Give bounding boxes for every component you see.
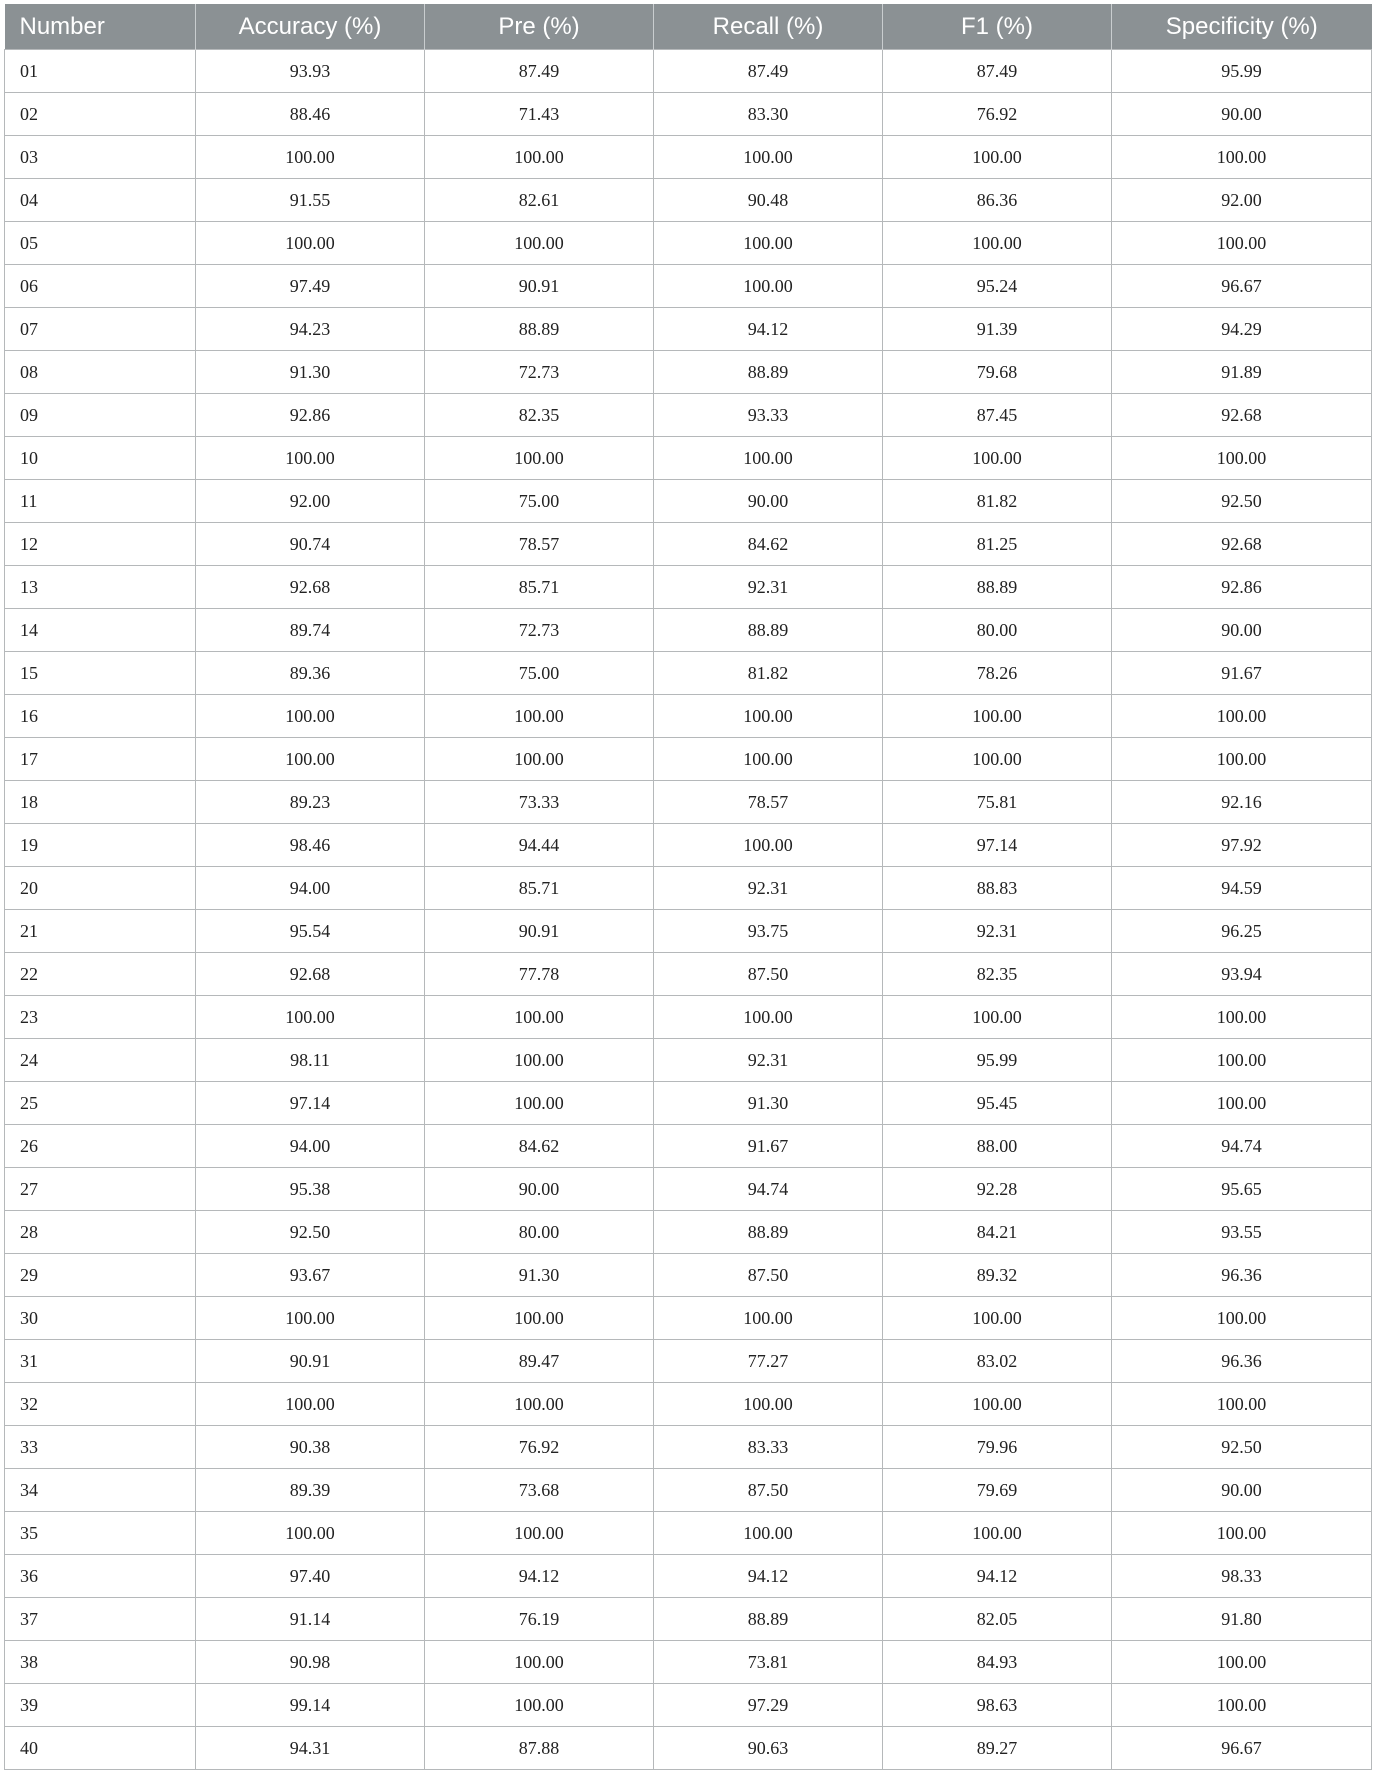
cell-f1: 100.00 — [883, 996, 1112, 1039]
cell-number: 40 — [5, 1727, 196, 1770]
cell-precision: 100.00 — [425, 437, 654, 480]
cell-f1: 87.45 — [883, 394, 1112, 437]
cell-f1: 82.35 — [883, 953, 1112, 996]
cell-specificity: 91.80 — [1112, 1598, 1372, 1641]
cell-recall: 93.33 — [654, 394, 883, 437]
cell-f1: 79.96 — [883, 1426, 1112, 1469]
table-row — [5, 1297, 1372, 1340]
table-row — [5, 867, 1372, 910]
cell-precision: 90.91 — [425, 910, 654, 953]
cell-precision: 72.73 — [425, 609, 654, 652]
cell-number: 13 — [5, 566, 196, 609]
cell-number: 36 — [5, 1555, 196, 1598]
cell-precision: 75.00 — [425, 652, 654, 695]
cell-recall: 100.00 — [654, 996, 883, 1039]
cell-f1: 81.82 — [883, 480, 1112, 523]
header-row — [5, 4, 1372, 50]
table-row — [5, 824, 1372, 867]
cell-f1: 100.00 — [883, 222, 1112, 265]
column-header-precision: Pre (%) — [425, 4, 654, 50]
cell-specificity: 100.00 — [1112, 1039, 1372, 1082]
cell-number: 26 — [5, 1125, 196, 1168]
cell-recall: 87.50 — [654, 953, 883, 996]
cell-f1: 95.99 — [883, 1039, 1112, 1082]
cell-accuracy: 100.00 — [196, 1297, 425, 1340]
table-row — [5, 1340, 1372, 1383]
column-header-specificity: Specificity (%) — [1112, 4, 1372, 50]
cell-precision: 85.71 — [425, 867, 654, 910]
cell-precision: 100.00 — [425, 136, 654, 179]
cell-specificity: 92.00 — [1112, 179, 1372, 222]
column-header-f1: F1 (%) — [883, 4, 1112, 50]
cell-specificity: 93.55 — [1112, 1211, 1372, 1254]
cell-precision: 84.62 — [425, 1125, 654, 1168]
cell-accuracy: 88.46 — [196, 93, 425, 136]
cell-f1: 100.00 — [883, 1297, 1112, 1340]
cell-number: 24 — [5, 1039, 196, 1082]
cell-accuracy: 94.31 — [196, 1727, 425, 1770]
cell-specificity: 100.00 — [1112, 136, 1372, 179]
cell-specificity: 92.68 — [1112, 523, 1372, 566]
cell-specificity: 94.59 — [1112, 867, 1372, 910]
cell-accuracy: 92.50 — [196, 1211, 425, 1254]
table-row — [5, 609, 1372, 652]
cell-recall: 77.27 — [654, 1340, 883, 1383]
cell-specificity: 95.99 — [1112, 50, 1372, 93]
cell-recall: 87.50 — [654, 1254, 883, 1297]
column-header-number: Number — [5, 4, 196, 50]
cell-accuracy: 99.14 — [196, 1684, 425, 1727]
cell-accuracy: 91.14 — [196, 1598, 425, 1641]
cell-number: 15 — [5, 652, 196, 695]
metrics-table — [4, 4, 1372, 1770]
cell-recall: 87.49 — [654, 50, 883, 93]
cell-f1: 86.36 — [883, 179, 1112, 222]
cell-specificity: 96.36 — [1112, 1340, 1372, 1383]
cell-number: 05 — [5, 222, 196, 265]
cell-precision: 73.68 — [425, 1469, 654, 1512]
table-row — [5, 781, 1372, 824]
cell-recall: 100.00 — [654, 437, 883, 480]
cell-f1: 89.27 — [883, 1727, 1112, 1770]
cell-specificity: 100.00 — [1112, 1641, 1372, 1684]
cell-specificity: 92.68 — [1112, 394, 1372, 437]
cell-accuracy: 100.00 — [196, 738, 425, 781]
cell-f1: 100.00 — [883, 136, 1112, 179]
table-row — [5, 953, 1372, 996]
cell-f1: 84.21 — [883, 1211, 1112, 1254]
cell-accuracy: 100.00 — [196, 996, 425, 1039]
table-row — [5, 996, 1372, 1039]
cell-recall: 87.50 — [654, 1469, 883, 1512]
cell-f1: 92.28 — [883, 1168, 1112, 1211]
cell-accuracy: 89.36 — [196, 652, 425, 695]
cell-precision: 78.57 — [425, 523, 654, 566]
cell-specificity: 90.00 — [1112, 609, 1372, 652]
table-row — [5, 1426, 1372, 1469]
cell-precision: 71.43 — [425, 93, 654, 136]
cell-specificity: 100.00 — [1112, 1512, 1372, 1555]
cell-specificity: 100.00 — [1112, 1684, 1372, 1727]
table-row — [5, 695, 1372, 738]
cell-recall: 100.00 — [654, 738, 883, 781]
cell-f1: 98.63 — [883, 1684, 1112, 1727]
table-row — [5, 523, 1372, 566]
cell-specificity: 93.94 — [1112, 953, 1372, 996]
cell-accuracy: 100.00 — [196, 222, 425, 265]
cell-accuracy: 89.23 — [196, 781, 425, 824]
column-header-recall: Recall (%) — [654, 4, 883, 50]
cell-accuracy: 100.00 — [196, 1512, 425, 1555]
cell-precision: 100.00 — [425, 1039, 654, 1082]
cell-specificity: 91.67 — [1112, 652, 1372, 695]
cell-precision: 100.00 — [425, 1641, 654, 1684]
metrics-table-container — [4, 4, 1371, 1770]
cell-precision: 73.33 — [425, 781, 654, 824]
cell-accuracy: 89.74 — [196, 609, 425, 652]
cell-number: 31 — [5, 1340, 196, 1383]
cell-f1: 100.00 — [883, 695, 1112, 738]
cell-specificity: 90.00 — [1112, 93, 1372, 136]
cell-precision: 100.00 — [425, 738, 654, 781]
table-row — [5, 1684, 1372, 1727]
cell-precision: 72.73 — [425, 351, 654, 394]
cell-precision: 87.88 — [425, 1727, 654, 1770]
cell-number: 20 — [5, 867, 196, 910]
cell-recall: 90.63 — [654, 1727, 883, 1770]
cell-f1: 100.00 — [883, 1383, 1112, 1426]
cell-f1: 75.81 — [883, 781, 1112, 824]
cell-number: 11 — [5, 480, 196, 523]
cell-number: 33 — [5, 1426, 196, 1469]
cell-f1: 89.32 — [883, 1254, 1112, 1297]
cell-number: 10 — [5, 437, 196, 480]
cell-precision: 100.00 — [425, 1297, 654, 1340]
table-row — [5, 910, 1372, 953]
table-row — [5, 1555, 1372, 1598]
table-row — [5, 738, 1372, 781]
cell-specificity: 100.00 — [1112, 1082, 1372, 1125]
cell-precision: 77.78 — [425, 953, 654, 996]
cell-specificity: 96.36 — [1112, 1254, 1372, 1297]
cell-recall: 100.00 — [654, 265, 883, 308]
cell-number: 01 — [5, 50, 196, 93]
cell-recall: 92.31 — [654, 1039, 883, 1082]
table-row — [5, 1727, 1372, 1770]
cell-precision: 100.00 — [425, 1082, 654, 1125]
cell-precision: 88.89 — [425, 308, 654, 351]
cell-f1: 95.24 — [883, 265, 1112, 308]
cell-accuracy: 92.68 — [196, 953, 425, 996]
cell-precision: 90.91 — [425, 265, 654, 308]
table-row — [5, 437, 1372, 480]
cell-number: 25 — [5, 1082, 196, 1125]
cell-recall: 88.89 — [654, 1598, 883, 1641]
cell-accuracy: 90.74 — [196, 523, 425, 566]
cell-precision: 76.19 — [425, 1598, 654, 1641]
cell-accuracy: 95.38 — [196, 1168, 425, 1211]
cell-precision: 100.00 — [425, 222, 654, 265]
cell-recall: 100.00 — [654, 222, 883, 265]
table-row — [5, 652, 1372, 695]
cell-precision: 94.44 — [425, 824, 654, 867]
table-row — [5, 1641, 1372, 1684]
table-row — [5, 1598, 1372, 1641]
table-row — [5, 1039, 1372, 1082]
cell-precision: 89.47 — [425, 1340, 654, 1383]
cell-accuracy: 94.23 — [196, 308, 425, 351]
cell-precision: 76.92 — [425, 1426, 654, 1469]
cell-f1: 88.83 — [883, 867, 1112, 910]
cell-accuracy: 92.00 — [196, 480, 425, 523]
cell-specificity: 92.50 — [1112, 1426, 1372, 1469]
cell-accuracy: 92.68 — [196, 566, 425, 609]
cell-precision: 90.00 — [425, 1168, 654, 1211]
table-row — [5, 351, 1372, 394]
cell-f1: 88.00 — [883, 1125, 1112, 1168]
cell-recall: 83.33 — [654, 1426, 883, 1469]
cell-number: 06 — [5, 265, 196, 308]
cell-specificity: 94.29 — [1112, 308, 1372, 351]
table-row — [5, 394, 1372, 437]
cell-f1: 84.93 — [883, 1641, 1112, 1684]
cell-number: 17 — [5, 738, 196, 781]
cell-precision: 82.61 — [425, 179, 654, 222]
cell-specificity: 90.00 — [1112, 1469, 1372, 1512]
cell-accuracy: 95.54 — [196, 910, 425, 953]
cell-number: 09 — [5, 394, 196, 437]
table-row — [5, 1469, 1372, 1512]
cell-specificity: 100.00 — [1112, 437, 1372, 480]
table-row — [5, 93, 1372, 136]
table-row — [5, 1383, 1372, 1426]
cell-precision: 91.30 — [425, 1254, 654, 1297]
table-row — [5, 179, 1372, 222]
cell-number: 34 — [5, 1469, 196, 1512]
table-row — [5, 222, 1372, 265]
table-body — [5, 50, 1372, 1770]
cell-f1: 79.69 — [883, 1469, 1112, 1512]
cell-number: 30 — [5, 1297, 196, 1340]
cell-recall: 94.12 — [654, 1555, 883, 1598]
table-row — [5, 1125, 1372, 1168]
cell-precision: 100.00 — [425, 695, 654, 738]
cell-recall: 93.75 — [654, 910, 883, 953]
cell-accuracy: 91.55 — [196, 179, 425, 222]
cell-number: 37 — [5, 1598, 196, 1641]
table-row — [5, 1254, 1372, 1297]
cell-recall: 91.67 — [654, 1125, 883, 1168]
cell-accuracy: 98.11 — [196, 1039, 425, 1082]
cell-f1: 79.68 — [883, 351, 1112, 394]
cell-specificity: 100.00 — [1112, 1383, 1372, 1426]
cell-accuracy: 100.00 — [196, 1383, 425, 1426]
cell-precision: 85.71 — [425, 566, 654, 609]
cell-recall: 88.89 — [654, 1211, 883, 1254]
cell-f1: 100.00 — [883, 1512, 1112, 1555]
cell-accuracy: 100.00 — [196, 437, 425, 480]
cell-f1: 100.00 — [883, 437, 1112, 480]
cell-recall: 91.30 — [654, 1082, 883, 1125]
cell-specificity: 92.16 — [1112, 781, 1372, 824]
table-row — [5, 1168, 1372, 1211]
cell-number: 27 — [5, 1168, 196, 1211]
cell-specificity: 100.00 — [1112, 996, 1372, 1039]
table-row — [5, 1082, 1372, 1125]
cell-number: 18 — [5, 781, 196, 824]
cell-accuracy: 93.67 — [196, 1254, 425, 1297]
cell-accuracy: 89.39 — [196, 1469, 425, 1512]
cell-recall: 94.74 — [654, 1168, 883, 1211]
cell-accuracy: 91.30 — [196, 351, 425, 394]
cell-number: 23 — [5, 996, 196, 1039]
cell-recall: 100.00 — [654, 695, 883, 738]
cell-f1: 92.31 — [883, 910, 1112, 953]
cell-number: 22 — [5, 953, 196, 996]
cell-accuracy: 92.86 — [196, 394, 425, 437]
cell-f1: 83.02 — [883, 1340, 1112, 1383]
cell-accuracy: 94.00 — [196, 867, 425, 910]
cell-specificity: 96.67 — [1112, 1727, 1372, 1770]
cell-recall: 88.89 — [654, 351, 883, 394]
cell-recall: 92.31 — [654, 566, 883, 609]
table-row — [5, 265, 1372, 308]
cell-f1: 78.26 — [883, 652, 1112, 695]
cell-precision: 87.49 — [425, 50, 654, 93]
cell-recall: 94.12 — [654, 308, 883, 351]
cell-specificity: 95.65 — [1112, 1168, 1372, 1211]
cell-accuracy: 97.40 — [196, 1555, 425, 1598]
cell-recall: 100.00 — [654, 1512, 883, 1555]
cell-number: 02 — [5, 93, 196, 136]
table-row — [5, 50, 1372, 93]
cell-recall: 88.89 — [654, 609, 883, 652]
cell-number: 04 — [5, 179, 196, 222]
cell-recall: 81.82 — [654, 652, 883, 695]
cell-specificity: 100.00 — [1112, 695, 1372, 738]
cell-f1: 88.89 — [883, 566, 1112, 609]
cell-f1: 82.05 — [883, 1598, 1112, 1641]
cell-recall: 90.48 — [654, 179, 883, 222]
table-row — [5, 1211, 1372, 1254]
cell-accuracy: 98.46 — [196, 824, 425, 867]
cell-accuracy: 97.14 — [196, 1082, 425, 1125]
cell-f1: 97.14 — [883, 824, 1112, 867]
cell-specificity: 91.89 — [1112, 351, 1372, 394]
cell-specificity: 100.00 — [1112, 738, 1372, 781]
cell-recall: 78.57 — [654, 781, 883, 824]
cell-number: 28 — [5, 1211, 196, 1254]
cell-recall: 100.00 — [654, 1297, 883, 1340]
cell-accuracy: 93.93 — [196, 50, 425, 93]
cell-number: 39 — [5, 1684, 196, 1727]
cell-f1: 94.12 — [883, 1555, 1112, 1598]
cell-specificity: 97.92 — [1112, 824, 1372, 867]
table-header — [5, 4, 1372, 50]
cell-specificity: 92.50 — [1112, 480, 1372, 523]
column-header-accuracy: Accuracy (%) — [196, 4, 425, 50]
cell-accuracy: 97.49 — [196, 265, 425, 308]
cell-specificity: 96.25 — [1112, 910, 1372, 953]
cell-recall: 97.29 — [654, 1684, 883, 1727]
cell-number: 16 — [5, 695, 196, 738]
cell-precision: 100.00 — [425, 996, 654, 1039]
cell-precision: 100.00 — [425, 1512, 654, 1555]
cell-f1: 76.92 — [883, 93, 1112, 136]
cell-accuracy: 100.00 — [196, 695, 425, 738]
cell-recall: 84.62 — [654, 523, 883, 566]
cell-number: 07 — [5, 308, 196, 351]
cell-specificity: 100.00 — [1112, 222, 1372, 265]
cell-accuracy: 100.00 — [196, 136, 425, 179]
cell-recall: 90.00 — [654, 480, 883, 523]
cell-number: 21 — [5, 910, 196, 953]
table-row — [5, 136, 1372, 179]
cell-recall: 83.30 — [654, 93, 883, 136]
cell-recall: 92.31 — [654, 867, 883, 910]
cell-f1: 80.00 — [883, 609, 1112, 652]
cell-accuracy: 90.98 — [196, 1641, 425, 1684]
cell-f1: 95.45 — [883, 1082, 1112, 1125]
cell-recall: 100.00 — [654, 136, 883, 179]
cell-number: 29 — [5, 1254, 196, 1297]
cell-number: 03 — [5, 136, 196, 179]
cell-precision: 100.00 — [425, 1383, 654, 1426]
cell-accuracy: 94.00 — [196, 1125, 425, 1168]
cell-accuracy: 90.91 — [196, 1340, 425, 1383]
cell-recall: 100.00 — [654, 1383, 883, 1426]
table-row — [5, 566, 1372, 609]
cell-specificity: 94.74 — [1112, 1125, 1372, 1168]
cell-f1: 87.49 — [883, 50, 1112, 93]
cell-number: 38 — [5, 1641, 196, 1684]
cell-number: 14 — [5, 609, 196, 652]
cell-f1: 81.25 — [883, 523, 1112, 566]
cell-number: 35 — [5, 1512, 196, 1555]
cell-specificity: 98.33 — [1112, 1555, 1372, 1598]
cell-precision: 100.00 — [425, 1684, 654, 1727]
cell-accuracy: 90.38 — [196, 1426, 425, 1469]
table-row — [5, 480, 1372, 523]
cell-f1: 100.00 — [883, 738, 1112, 781]
cell-recall: 73.81 — [654, 1641, 883, 1684]
cell-precision: 75.00 — [425, 480, 654, 523]
cell-specificity: 96.67 — [1112, 265, 1372, 308]
cell-precision: 94.12 — [425, 1555, 654, 1598]
cell-number: 19 — [5, 824, 196, 867]
cell-precision: 80.00 — [425, 1211, 654, 1254]
cell-precision: 82.35 — [425, 394, 654, 437]
table-row — [5, 1512, 1372, 1555]
cell-specificity: 92.86 — [1112, 566, 1372, 609]
cell-f1: 91.39 — [883, 308, 1112, 351]
cell-number: 12 — [5, 523, 196, 566]
cell-recall: 100.00 — [654, 824, 883, 867]
table-row — [5, 308, 1372, 351]
cell-number: 08 — [5, 351, 196, 394]
cell-specificity: 100.00 — [1112, 1297, 1372, 1340]
cell-number: 32 — [5, 1383, 196, 1426]
